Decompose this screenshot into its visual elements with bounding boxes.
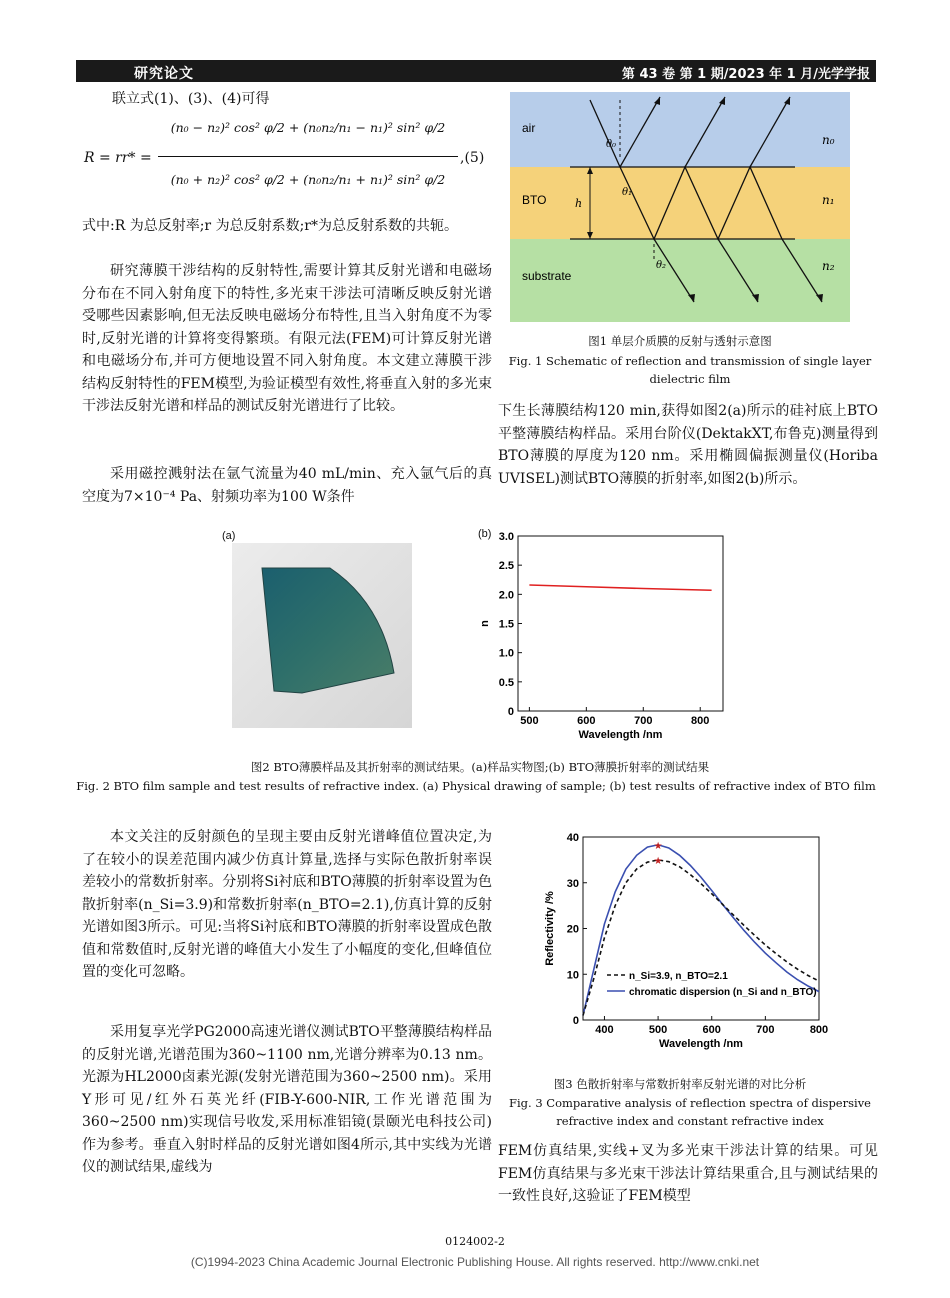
paragraph-dispersion	[82, 826, 492, 984]
x-tick-label: 500	[520, 715, 539, 727]
air-layer	[510, 92, 850, 167]
equation-number: ,(5)	[460, 150, 485, 166]
y-axis-label: n	[479, 620, 491, 627]
x-tick-label: 600	[702, 1024, 721, 1036]
y-tick-label: 1.0	[498, 647, 514, 660]
y-tick-label: 0	[572, 1015, 579, 1027]
y-tick-label: 2.5	[498, 560, 514, 573]
equation-denominator: (n₀ + n₂)² cos² φ/2 + (n₀n₂/n₁ + n₁)² sin² φ/2	[170, 172, 446, 187]
copyright: (C)1994-2023 China Academic Journal Electronic Publishing House. All rights reserved. http://www.cnki.net	[190, 1255, 760, 1269]
dispersion-text: 本文关注的反射颜色的呈现主要由反射光谱峰值位置决定,为了在较小的误差范围内减少仿真计算量,选择与实际色散折射率误差较小的常数折射率。分别将Si衬底和BTO薄膜的折射率设置为色散折射率(n_Si=3.9)和常数折射率(n_BTO=2.1),仿真计算的反射光谱如图3所示。可见:当将Si衬底和BTO薄膜的折射率设置成色散值和常数值时,反射光谱的峰值大小发生了小幅度的变化,但峰值位置的变化可忽略。	[82, 829, 492, 980]
theta1-label: θ₁	[622, 187, 633, 198]
n0-label: n₀	[822, 133, 835, 147]
sputtering-text: 采用磁控溅射法在氩气流量为40 mL/min、充入氩气后的真空度为7×10⁻⁴ Pa、射频功率为100 W条件	[82, 466, 492, 505]
y-tick-label: 0.5	[498, 676, 514, 689]
y-tick-label: 2.0	[498, 589, 514, 602]
sample-wafer-photo	[232, 543, 412, 728]
paragraph-fem	[82, 260, 492, 418]
legend-constant-label: n_Si=3.9, n_BTO=2.1	[629, 971, 728, 982]
definitions-text: 式中:R 为总反射率;r 为总反射系数;r*为总反射系数的共轭。	[82, 218, 458, 234]
page-number: 0124002-2	[445, 1235, 505, 1248]
section-label: 研究论文	[134, 66, 194, 82]
equation-intro: 联立式(1)、(3)、(4)可得	[112, 91, 270, 107]
equation-lhs: R = rr* =	[84, 150, 152, 166]
paragraph-right-top	[498, 400, 878, 490]
y-tick-label: 20	[566, 923, 579, 936]
x-tick-label: 500	[648, 1024, 668, 1036]
figure-1-diagram	[510, 92, 850, 322]
right-top-text: 下生长薄膜结构120 min,获得如图2(a)所示的硅衬底上BTO平整薄膜结构样品。采用台阶仪(DektakXT,布鲁克)测量得到BTO薄膜的厚度为120 nm。采用椭圆偏振测量仪(Horiba UVISEL)测试BTO薄膜的折射率,如图2(b)所示。	[498, 403, 878, 487]
y-axis-label: Reflectivity /%	[544, 891, 556, 966]
x-axis-label: Wavelength /nm	[659, 1038, 743, 1050]
paragraph-sputtering	[82, 463, 492, 508]
right-bottom-text: FEM仿真结果,实线+叉为多光束干涉法计算的结果。可见FEM仿真结果与多光束干涉法计算结果重合,且与测试结果的一致性良好,这验证了FEM模型	[498, 1143, 878, 1204]
fig1-caption-en: Fig. 1 Schematic of reflection and transmission of single layer dielectric film	[508, 354, 872, 386]
sample-photo-background	[232, 543, 412, 728]
y-tick-label: 40	[566, 832, 579, 844]
paragraph-right-bottom	[498, 1140, 878, 1208]
x-tick-label: 800	[691, 715, 710, 727]
x-axis-label: Wavelength /nm	[578, 729, 663, 741]
fig3-caption-cn: 图3 色散折射率与常数折射率反射光谱的对比分析	[553, 1077, 807, 1091]
bto-label: BTO	[522, 193, 547, 207]
plot-frame	[518, 536, 723, 711]
theta0-label: θ₀	[606, 139, 617, 150]
x-tick-label: 700	[756, 1024, 775, 1036]
wafer-sample-shape	[262, 568, 394, 693]
fig2-caption-cn: 图2 BTO薄膜样品及其折射率的测试结果。(a)样品实物图;(b) BTO薄膜折射率的测试结果	[250, 760, 710, 774]
air-label: air	[522, 121, 536, 135]
x-tick-label: 700	[634, 715, 653, 727]
theta2-label: θ₂	[656, 260, 667, 271]
peak-marker: ★	[653, 855, 663, 867]
equation-numerator: (n₀ − n₂)² cos² φ/2 + (n₀n₂/n₁ − n₁)² sin² φ/2	[170, 120, 446, 135]
x-tick-label: 600	[577, 715, 596, 727]
fem-text: 研究薄膜干涉结构的反射特性,需要计算其反射光谱和电磁场分布在不同入射角度下的特性,多光束干涉法可清晰反映反射光谱受哪些因素影响,但无法反映电磁场分布特性,且当入射角度不为零时,反射光谱的计算将变得繁琐。有限元法(FEM)可计算反射光谱和电磁场分布,并可方便地设置不同入射角度。本文建立薄膜干涉结构反射特性的FEM模型,为验证模型有效性,将垂直入射的多光束干涉法反射光谱和样品的测试反射光谱进行了比较。	[82, 263, 492, 414]
refractive-index-chart	[478, 530, 738, 750]
y-tick-label: 3.0	[498, 531, 514, 543]
y-tick-label: 0	[507, 706, 514, 718]
legend-dispersion-label: chromatic dispersion (n_Si and n_BTO)	[629, 987, 817, 998]
paragraph-definitions	[82, 215, 492, 238]
series-line	[529, 585, 711, 590]
x-tick-label: 800	[809, 1024, 829, 1036]
equation-5	[82, 112, 494, 212]
peak-marker: ★	[653, 840, 663, 852]
substrate-label: substrate	[522, 269, 572, 283]
fig2b-label: (b)	[478, 528, 492, 540]
fig3-caption-en: Fig. 3 Comparative analysis of reflection spectra of dispersive refractive index and constant refractive index	[509, 1096, 871, 1128]
fig2-caption-en: Fig. 2 BTO film sample and test results of refractive index. (a) Physical drawing of sample; (b) test results of refractive index of BTO film	[76, 779, 876, 793]
n2-label: n₂	[822, 259, 835, 273]
paragraph-spectrometer	[82, 1021, 492, 1179]
n1-label: n₁	[822, 193, 835, 207]
y-tick-label: 30	[566, 877, 579, 890]
y-tick-label: 10	[566, 969, 579, 982]
reflectivity-chart	[535, 825, 835, 1060]
journal-info: 第 43 卷 第 1 期/2023 年 1 月/光学学报	[621, 67, 870, 82]
h-label: h	[575, 197, 583, 210]
fig1-caption-cn: 图1 单层介质膜的反射与透射示意图	[588, 334, 772, 348]
fraction-bar	[158, 156, 458, 157]
x-tick-label: 400	[595, 1024, 614, 1036]
fig2a-label: (a)	[222, 530, 236, 542]
spectrometer-text: 采用复享光学PG2000高速光谱仪测试BTO平整薄膜结构样品的反射光谱,光谱范围为360~1100 nm,光谱分辨率为0.13 nm。光源为HL2000卤素光源(发射光谱范围为360~2500 nm)。采用Y形可见/红外石英光纤(FIB-Y-600-NIR,工作光谱范围为360~2500 nm)实现信号收发,采用标准铝镜(景颐光电科技公司)作为参考。垂直入射时样品的反射光谱如图4所示,其中实线为光谱仪的测试结果,虚线为	[82, 1024, 492, 1175]
y-tick-label: 1.5	[498, 618, 514, 631]
